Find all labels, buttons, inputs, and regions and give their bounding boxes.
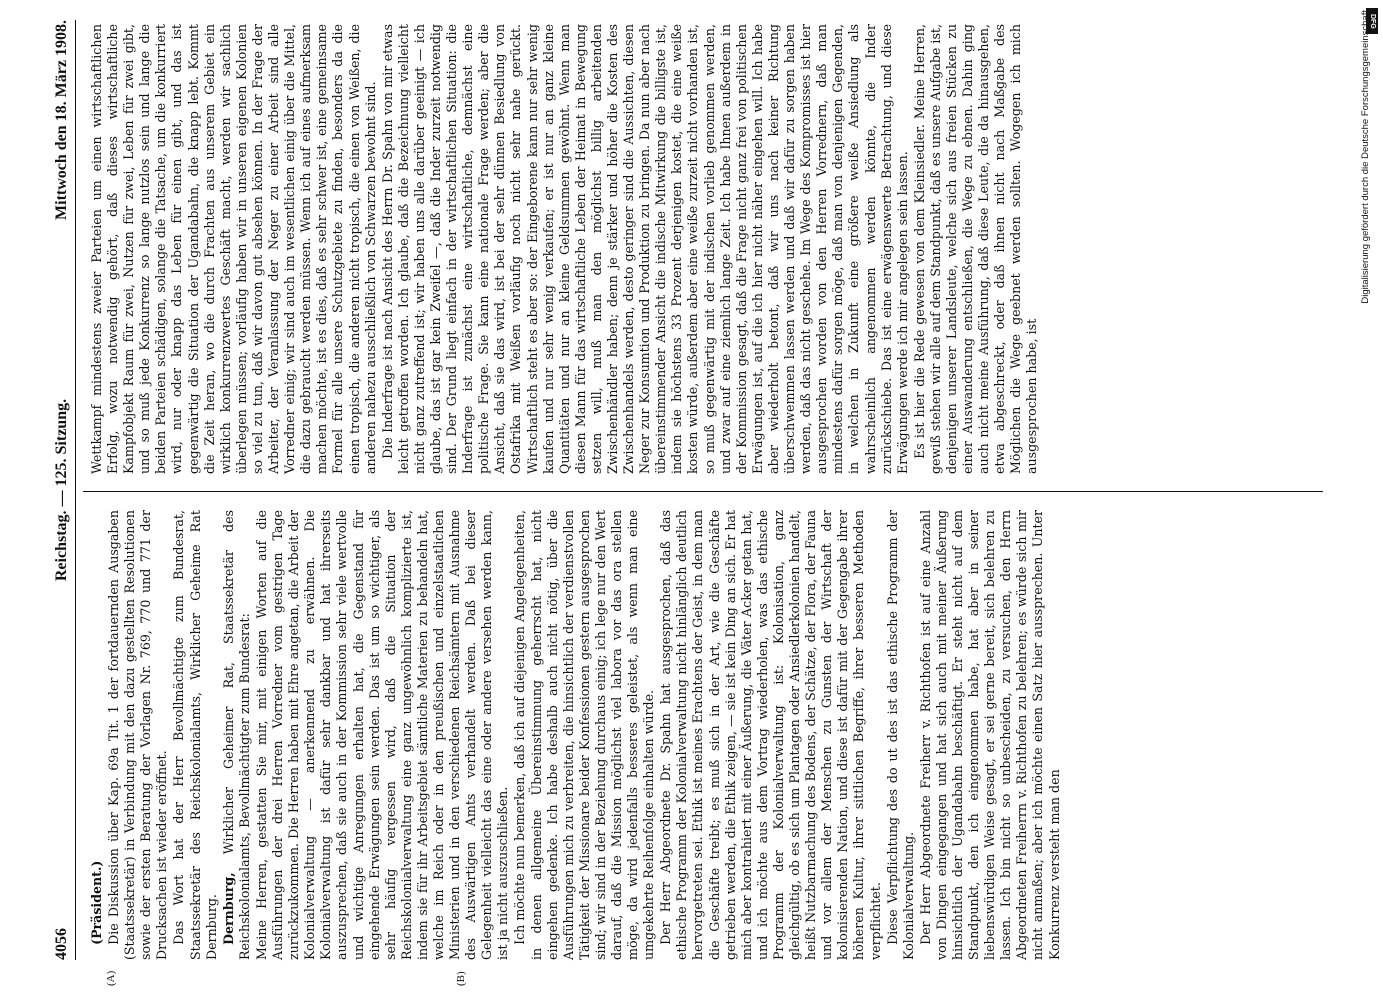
left-column xyxy=(89,510,1321,960)
paragraph: Die Inderfrage ist nach Ansicht des Herrn Dr. Spahn von mir etwas leicht getroffen worden. Ich glaube, daß die Bezeichnung vielleicht nicht ganz zutreffend ist; wir haben uns alle darüber geeinigt — ich glaube, das ist gar kein Zweifel —, daß die Inder zurzeit notwendig sind. Der Grund liegt einfach in der wirtschaftlichen Situation: die Inderfrage ist zunächst eine wirtschaftliche, demnächst eine politische Frage. Sie kann eine nationale Frage werden; aber die Ansicht, daß sie das wird, ist bei der sehr dünnen Besiedlung von Ostafrika mit Weißen vorläufig noch nicht sehr nahe gerückt. Wirtschaftlich steht es aber so: der Eingeborene kann nur sehr wenig kaufen und nur sehr wenig verkaufen; er ist nur an ganz kleine Quantitäten und nur an kleine Geldsummen gewöhnt. Wenn man diesen Mann für das wirtschaftliche Leben der Heimat in Bewegung setzen will, muß man den möglichst billig arbeitenden Zwischenhändler haben; denn je stärker und höher die Kosten des Zwischenhandels werden, desto geringer sind die Aussichten, diesen Neger zur Konsumtion und Produktion zu bringen. Da nun aber nach übereinstimmender Ansicht die indische Mitwirkung die billigste ist, indem sie höchstens 33 Prozent derjenigen kostet, die eine weiße kosten würde, außerdem aber eine weiße zurzeit nicht vorhanden ist, so muß gegenwärtig mit der indischen vorlieb genommen werden, und zwar auf eine ziemlich lange Zeit. Ich habe Ihnen außerdem in der Kommission gesagt, daß die Frage nicht ganz frei von politischen Erwägungen ist, auf die ich hier nicht näher eingehen will. Ich habe aber wiederholt betont, daß wir uns nach keiner Richtung überschwemmen lassen werden und daß wir dafür zu sorgen haben werden, daß das nicht geschehe. Im Wege des Kompromisses ist hier ausgesprochen worden von den Herren Vorrednern, daß man mindestens dafür sorgen möge, daß man von denjenigen Gegenden, in welchen in Zukunft eine größere weiße Ansiedlung als wahrscheinlich angenommen werden könnte, die Inder zurückschiebe. Das ist eine erwägenswerte Betrachtung, und diese Erwägungen werde ich mir angelegen sein lassen. xyxy=(379,24,910,474)
speaker-name: Dernburg, xyxy=(220,872,236,945)
session-date: Mittwoch den 18. März 1908. xyxy=(53,20,70,220)
speech-opening xyxy=(221,510,253,960)
paragraph: Das Wort hat der Herr Bevollmächtigte zum Bundesrat, Staatssekretär des Reichskolonialamts, Wirklicher Geheime Rat Dernburg. xyxy=(171,510,219,960)
right-column xyxy=(89,24,1321,474)
session-title: Reichstag. — 125. Sitzung. xyxy=(53,398,70,582)
paragraph: Ich möchte nun bemerken, daß ich auf diejenigen Angelegenheiten, in denen allgemeine Übereinstimmung geherrscht hat, nicht eingehen gedenke. Ich habe deshalb auch nicht nötig, über die Ausführungen mich zu verbreiten, die hinsichtlich der verdienstvollen Tätigkeit der Missionare beider Konfessionen gestern ausgesprochen sind; wir sind in der Beziehung durchaus einig; ich lege nur den Wert darauf, daß die Mission möglichst viel labora vor das ora stellen möge, da wird jedenfalls besseres geleistet, als wenn man eine umgekehrte Reihenfolge einhalten würde. xyxy=(512,510,657,960)
paragraph: Die Diskussion über Kap. 69a Tit. 1 der fortdauernden Ausgaben (Staatssekretär) in Verbindung mit den dazu gestellten Resolutionen sowie der ersten Beratung der Vorlagen Nr. 769, 770 und 771 der Drucksachen ist wieder eröffnet. xyxy=(106,510,170,960)
header-rule xyxy=(75,20,76,960)
page-header xyxy=(45,20,79,960)
dfg-logo: DFG xyxy=(1366,8,1378,34)
paragraph: Diese Verpflichtung des do ut des ist das ethische Programm der Kolonialverwaltung. xyxy=(884,510,916,960)
paragraph: Wettkampf mindestens zweier Parteien um einen wirtschaftlichen Erfolg, wozu notwendig gehört, daß dieses wirtschaftliche Kampfobjekt Raum für zwei, Nutzen für zwei, Leben für zwei gibt, und so muß jede Konkurrenz so lange nutzlos sein und lange die beiden Parteien schädigen, solange die Tatsache, um die konkurriert wird, nur oder knapp das Leben für einen gibt, und das ist gegenwärtig die Situation der Ugandabahn, die knapp lebt. Kommt die Zeit heran, wo die durch Frachten aus unserem Gebiet ein wirklich konkurrenzwertes Geschäft macht, werden wir sachlich überlegen müssen; vorläufig haben wir in unseren eigenen Kolonien so viel zu tun, daß wir davon gut absehen können. In der Frage der Arbeiter, der Veranlassung der Neger zu einer Arbeit sind alle Vorredner einig; wir sind auch im wesentlichen einig über die Mittel, die dazu gebraucht werden müssen. Wenn ich auf eines aufmerksam machen möchte, ist es dies, daß es sehr schwer ist, eine gemeinsame Formel für alle unsere Schutzgebiete zu finden, besonders da die einen tropisch, die anderen nicht tropisch, die einen von Weißen, die anderen nahezu ausschließlich von Schwarzen bewohnt sind. xyxy=(89,24,378,474)
column-rule xyxy=(83,491,1323,492)
speaker-title: Wirklicher Geheimer Rat, Staatssekretär des Reichskolonialamts, Bevollmächtigter zum Bundesrat: xyxy=(220,510,252,960)
paragraph: Der Herr Abgeordnete Dr. Spahn hat ausgesprochen, daß das ethische Programm der Kolonialverwaltung nicht hinlänglich deutlich hervorgetreten sei. Ethik ist meines Erachtens der Geist, in dem man die Geschäfte treibt; es muß sich in der Art, wie die Geschäfte getrieben werden, die Ethik zeigen, — sie ist kein Ding an sich. Er hat mich aber kontrahiert mit einer Äußerung, die Väter Acker getan hat, und ich möchte aus dem Vortrag wiederholen, was das ethische Programm der Kolonialverwaltung ist: Kolonisation, ganz gleichgültig, ob es sich um Plantagen oder Ansiedlerkolonien handelt, heißt Nutzbarmachung des Bodens, der Schätze, der Flora, der Fauna und vor allem der Menschen zu Gunsten der Wirtschaft der kolonisierenden Nation, und diese ist dafür mit der Gegengabe ihrer höheren Kultur, ihrer sittlichen Begriffe, ihrer besseren Methoden verpflichtet. xyxy=(658,510,883,960)
credit-text: Digitalisierung gefördert durch die Deutsche Forschungsgemeinschaft xyxy=(1360,10,1371,304)
page-number: 4056 xyxy=(53,928,70,960)
paragraph: Es ist hier die Rede gewesen von dem Kleinsiedler. Meine Herren, gewiß stehen wir alle auf dem Standpunkt, daß es unsere Aufgabe ist, denjenigen unserer Landsleute, welche sich aus freien Stücken zu einer Auswanderung entschließen, die Wege zu ebnen. Dahin ging auch nicht meine Ausführung, daß diese Leute, die da hinausgehen, etwa abgeschreckt, oder daß ihnen nicht nach Maßgabe des Möglichen die Wege geebnet werden sollten. Wogegen ich mich ausgesprochen habe, ist xyxy=(911,24,1040,474)
margin-marker-a: (A) xyxy=(105,970,117,986)
president-label: (Präsident.) xyxy=(89,860,104,945)
rotated-page xyxy=(45,20,1330,986)
paragraph: Meine Herren, gestatten Sie mir, mit einigen Worten auf die Ausführungen der drei Herren Vorredner vom gestrigen Tage zurückzukommen. Die Herren haben mit Ehre angetan, die Arbeit der Kolonialverwaltung — anerkennend zu erwähnen. Die Kolonialverwaltung ist dafür sehr dankbar und hat ihrerseits auszusprechen, daß sie auch in der Kommission sehr viele wertvolle und wichtige Anregungen erhalten hat, die Gegenstand für eingehende Erwägungen sein werden. Das ist um so wichtiger, als sehr häufig vergessen wird, daß die Situation der Reichskolonialverwaltung eine ganz ungewöhnlich komplizierte ist, indem sie für ihr Arbeitsgebiet sämtliche Materien zu behandeln hat, welche im Reich oder in den preußischen und einzelstaatlichen Ministerien und in den verschiedenen Reichsämtern mit Ausnahme des Auswärtigen Amts verhandelt werden. Daß bei dieser Gelegenheit vielleicht das eine oder andere versehen werden kann, ist ja nicht auszuschließen. xyxy=(253,510,511,960)
paragraph: Der Herr Abgeordnete Freiherr v. Richthofen ist auf eine Anzahl von Dingen eingegangen und hat sich auch mit meiner Äußerung hinsichtlich der Ugandabahn beschäftigt. Er steht nicht auf dem Standpunkt, den ich eingenommen habe, hat aber in seiner liebenswürdigen Weise gesagt, er sei gerne bereit, sich belehren zu lassen. Ich bin nicht so unbescheiden, zu versuchen, den Herrn Abgeordneten Freiherrn v. Richthofen zu belehren; es würde sich mir nicht anmaßen; aber ich möchte einen Satz hier aussprechen. Unter Konkurrenz versteht man den xyxy=(917,510,1062,960)
margin-marker-b: (B) xyxy=(455,971,467,986)
digitization-credit xyxy=(1358,10,1378,990)
